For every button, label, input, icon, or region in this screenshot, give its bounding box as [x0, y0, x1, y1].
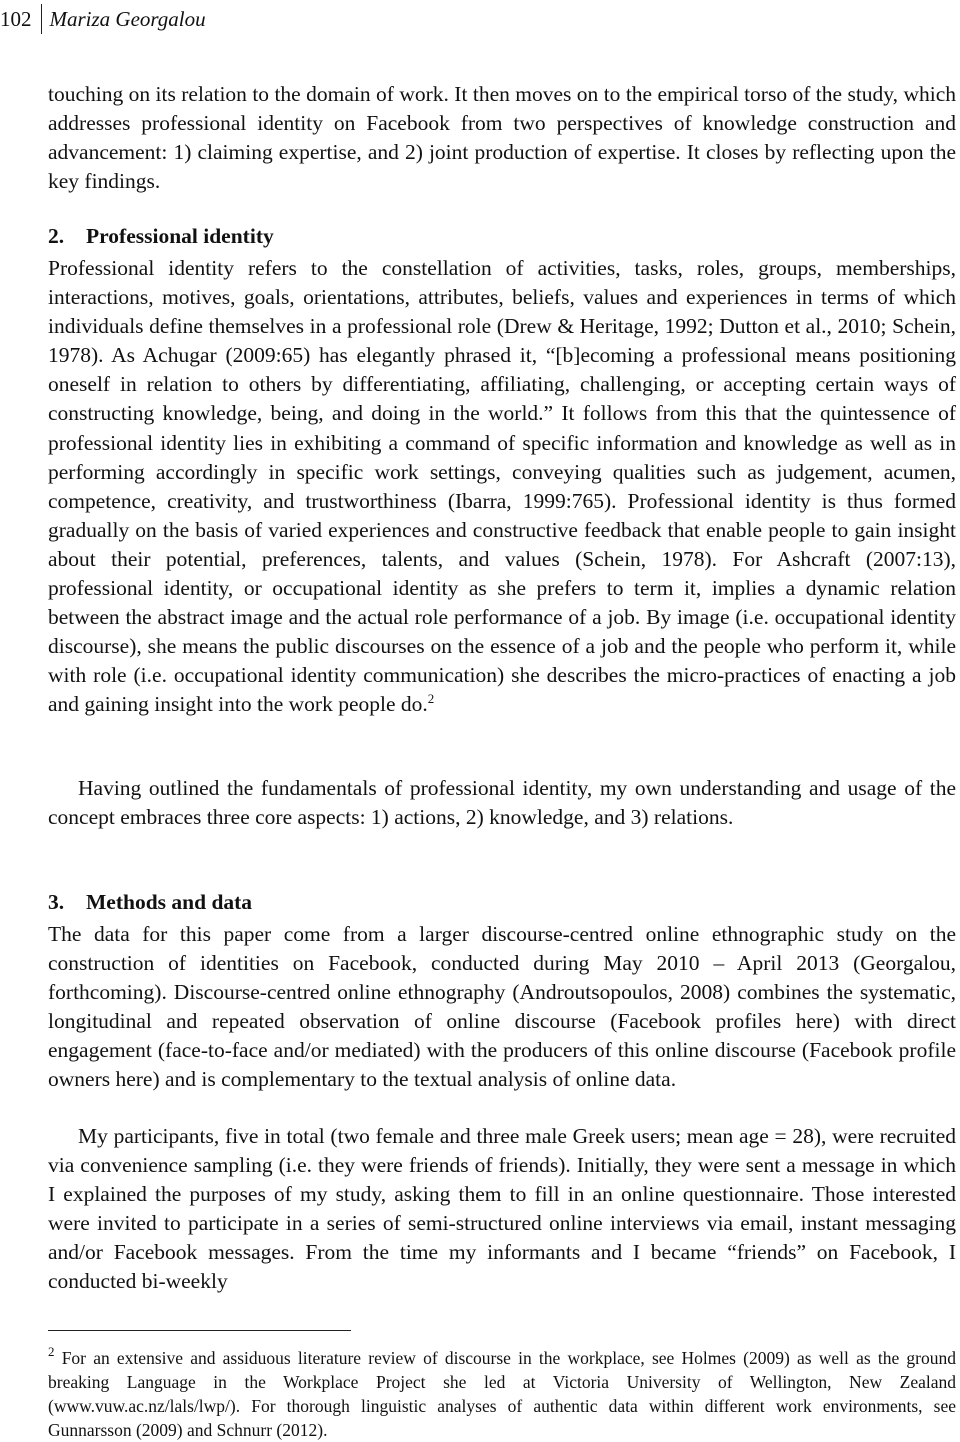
running-head [0, 4, 206, 34]
section-3-paragraph-2: My participants, five in total (two female and three male Greek users; mean age = 28), were recruited via convenience sampling (i.e. they were friends of friends). Initially, they were sent a message in which I explained the purposes of my study, asking them to fill in an online questionnaire. Those interested were invited to participate in a series of semi-structured online interviews via email, instant messaging and/or Facebook messages. From the time my informants and I became “friends” on Facebook, I conducted bi-weekly [48, 1124, 956, 1294]
footnote-2 [48, 1346, 956, 1442]
section-3-title: Methods and data [86, 890, 253, 914]
section-2-heading [48, 222, 956, 251]
section-2-number: 2. [48, 224, 65, 248]
footnote-divider [48, 1330, 351, 1331]
page-number: 102 [0, 4, 42, 34]
section-3-number: 3. [48, 890, 65, 914]
footnote-text: For an extensive and assiduous literature review of discourse in the workplace, see Holmes (2009) as well as the ground breaking Language in the Workplace Project she led at Victoria University of Wellington, New Zealand (www.vuw.ac.nz/lals/lwp/). For thorough linguistic analyses of authentic data within different work environments, see Gunnarsson (2009) and Schnurr (2012). [48, 1348, 956, 1440]
running-head-author: Mariza Georgalou [49, 7, 206, 31]
section-3-paragraph-1: The data for this paper come from a larger discourse-centred online ethnographic study on the construction of identities on Facebook, conducted during May 2010 – April 2013 (Georgalou, forthcoming). Discourse-centred online ethnography (Androutsopoulos, 2008) combines the systematic, longitudinal and repeated observation of online discourse (Facebook profiles here) with direct engagement (face-to-face and/or mediated) with the producers of this online discourse (Facebook profile owners here) and is complementary to the textual analysis of online data. [48, 922, 956, 1092]
section-2-paragraph-1-text: Professional identity refers to the constellation of activities, tasks, roles, groups, memberships, interactions, motives, goals, orientations, attributes, beliefs, values and experiences in terms of which individuals define themselves in a professional role (Drew & Heritage, 1992; Dutton et al., 2010; Schein, 1978). As Achugar (2009:65) has elegantly phrased it, “[b]ecoming a professional means positioning oneself in relation to others by differentiating, affiliating, challenging, or accepting certain ways of constructing knowledge, being, and doing in the world.” It follows from this that the quintessence of professional identity lies in exhibiting a command of specific information and knowledge as well as in performing accordingly in specific work settings, conveying qualities such as judgement, acumen, competence, creativity, and trustworthiness (Ibarra, 1999:765). Professional identity is thus formed gradually on the basis of varied experiences and constructive feedback that enable people to gain insight about their potential, preferences, talents, and values (Schein, 1978). For Ashcraft (2007:13), professional identity, or occupational identity as she prefers to term it, implies a dynamic relation between the abstract image and the actual role performance of a job. By image (i.e. occupational identity discourse), she means the public discourses on the essence of a job and the people who perform it, while with role (i.e. occupational identity communication) she describes the micro-practices of enacting a job and gaining insight into the work people do. [48, 256, 956, 717]
footnote-reference: 2 [427, 691, 435, 707]
intro-paragraph: touching on its relation to the domain of work. It then moves on to the empirical torso of the study, which addresses professional identity on Facebook from two perspectives of knowledge construction and advancement: 1) claiming expertise, and 2) joint production of expertise. It closes by reflecting upon the key findings. [48, 82, 956, 194]
section-2-title: Professional identity [86, 224, 274, 248]
footnote-marker: 2 [48, 1344, 55, 1359]
section-3-heading [48, 888, 956, 917]
section-2-paragraph-1 [48, 254, 956, 720]
section-2-paragraph-2: Having outlined the fundamentals of professional identity, my own understanding and usage of the concept embraces three core aspects: 1) actions, 2) knowledge, and 3) relations. [48, 776, 956, 830]
